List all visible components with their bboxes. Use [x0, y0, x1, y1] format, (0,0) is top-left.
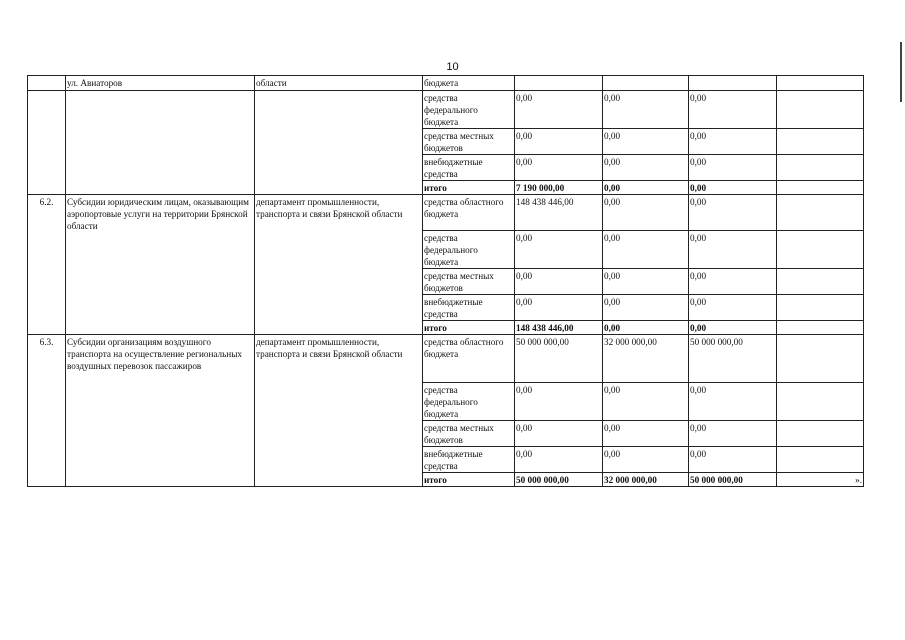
cell-value	[603, 76, 689, 91]
cell-extra	[777, 129, 864, 155]
cell-value: 0,00	[689, 155, 777, 181]
cell-value: 0,00	[689, 447, 777, 473]
cell-extra	[777, 91, 864, 129]
cell-value: 50 000 000,00	[689, 335, 777, 383]
cell-name	[66, 91, 255, 195]
table-row	[28, 91, 864, 129]
cell-value	[689, 76, 777, 91]
cell-extra	[777, 231, 864, 269]
cell-value: 0,00	[515, 155, 603, 181]
cell-value: 0,00	[689, 321, 777, 335]
cell-extra	[777, 383, 864, 421]
closing-mark: ».	[777, 473, 864, 487]
item-number: 6.2.	[28, 195, 66, 335]
cell-value: 0,00	[603, 195, 689, 231]
item-name: Субсидии организациям воздушного транспорта на осуществление региональных воздушных перевозок пассажиров	[66, 335, 255, 487]
cell-source: средства федерального бюджета	[423, 383, 515, 421]
cell-value: 0,00	[689, 231, 777, 269]
cell-value: 0,00	[689, 295, 777, 321]
cell-source: средства местных бюджетов	[423, 269, 515, 295]
cell-value: 0,00	[515, 447, 603, 473]
table-row	[28, 335, 864, 383]
cell-extra	[777, 76, 864, 91]
budget-table	[27, 75, 864, 487]
cell-source: средства местных бюджетов	[423, 421, 515, 447]
cell-source: средства федерального бюджета	[423, 231, 515, 269]
cell-value: 0,00	[689, 91, 777, 129]
cell-extra	[777, 195, 864, 231]
cell-value: 0,00	[603, 421, 689, 447]
table-row	[28, 76, 864, 91]
cell-value: 0,00	[515, 129, 603, 155]
cell-value: 0,00	[603, 447, 689, 473]
cell-extra	[777, 447, 864, 473]
cell-source: средства местных бюджетов	[423, 129, 515, 155]
cell-value: 50 000 000,00	[515, 473, 603, 487]
cell-value: 148 438 446,00	[515, 321, 603, 335]
cell-value: 0,00	[689, 129, 777, 155]
budget-table-body	[28, 76, 864, 487]
cell-value: 0,00	[603, 155, 689, 181]
cell-source: внебюджетные средства	[423, 447, 515, 473]
cell-value: 0,00	[515, 269, 603, 295]
cell-source: внебюджетные средства	[423, 295, 515, 321]
cell-extra	[777, 335, 864, 383]
cell-value: 0,00	[515, 421, 603, 447]
cell-value: 0,00	[689, 269, 777, 295]
cell-extra	[777, 269, 864, 295]
cell-value: 0,00	[603, 91, 689, 129]
cell-value: 32 000 000,00	[603, 473, 689, 487]
cell-source: средства областного бюджета	[423, 195, 515, 231]
cell-number	[28, 91, 66, 195]
cell-value: 0,00	[603, 181, 689, 195]
cell-name: ул. Авиаторов	[66, 76, 255, 91]
scan-edge-mark-icon	[900, 42, 902, 102]
cell-value: 50 000 000,00	[515, 335, 603, 383]
cell-source: средства областного бюджета	[423, 335, 515, 383]
cell-value	[515, 76, 603, 91]
cell-value: 0,00	[515, 295, 603, 321]
cell-executor	[255, 91, 423, 195]
table-row	[28, 195, 864, 231]
cell-source: бюджета	[423, 76, 515, 91]
cell-value: 0,00	[515, 91, 603, 129]
cell-value: 0,00	[603, 295, 689, 321]
cell-value: 0,00	[689, 195, 777, 231]
cell-extra	[777, 295, 864, 321]
cell-extra	[777, 155, 864, 181]
cell-source: итого	[423, 473, 515, 487]
cell-value: 0,00	[515, 231, 603, 269]
cell-value: 0,00	[603, 321, 689, 335]
cell-extra	[777, 421, 864, 447]
item-name: Субсидии юридическим лицам, оказывающим аэропортовые услуги на территории Брянской области	[66, 195, 255, 335]
cell-extra	[777, 181, 864, 195]
page-number: 10	[446, 61, 459, 73]
cell-source: средства федерального бюджета	[423, 91, 515, 129]
cell-value: 7 190 000,00	[515, 181, 603, 195]
cell-value: 0,00	[515, 383, 603, 421]
cell-value: 0,00	[603, 383, 689, 421]
cell-value: 0,00	[603, 129, 689, 155]
cell-value: 50 000 000,00	[689, 473, 777, 487]
cell-source: внебюджетные средства	[423, 155, 515, 181]
cell-value: 0,00	[689, 421, 777, 447]
cell-value: 148 438 446,00	[515, 195, 603, 231]
cell-extra	[777, 321, 864, 335]
cell-source: итого	[423, 181, 515, 195]
cell-value: 0,00	[689, 383, 777, 421]
item-number: 6.3.	[28, 335, 66, 487]
item-executor: департамент промышленности, транспорта и связи Брянской области	[255, 195, 423, 335]
cell-value: 0,00	[603, 269, 689, 295]
cell-value: 0,00	[689, 181, 777, 195]
item-executor: департамент промышленности, транспорта и связи Брянской области	[255, 335, 423, 487]
cell-number	[28, 76, 66, 91]
cell-source: итого	[423, 321, 515, 335]
cell-value: 0,00	[603, 231, 689, 269]
cell-executor: области	[255, 76, 423, 91]
cell-value: 32 000 000,00	[603, 335, 689, 383]
